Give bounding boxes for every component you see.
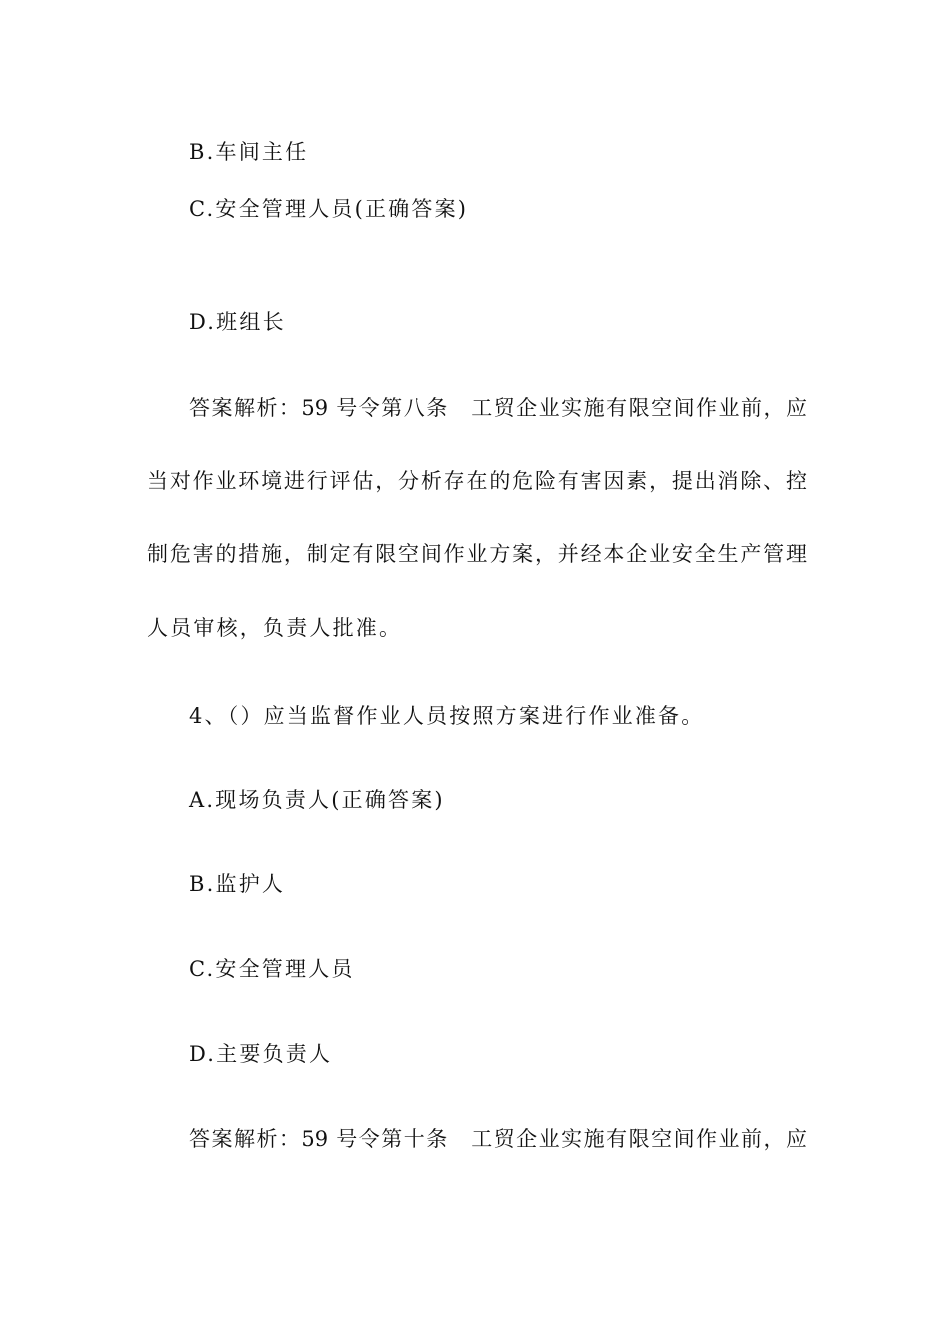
q4-question: 4、（）应当监督作业人员按照方案进行作业准备。 [189,704,705,728]
q3-analysis-line-4: 人员审核，负责人批准。 [147,616,403,640]
q3-option-d: D.班组长 [189,310,286,334]
q3-analysis-line-2: 当对作业环境进行评估，分析存在的危险有害因素，提出消除、控 [147,469,807,493]
q4-option-b: B.监护人 [189,872,286,896]
q3-option-b: B.车间主任 [189,140,309,164]
q3-analysis-line-1: 答案解析：59 号令第八条 工贸企业实施有限空间作业前，应 [189,396,807,420]
q4-option-d: D.主要负责人 [189,1042,333,1066]
q3-option-c: C.安全管理人员(正确答案) [189,197,469,221]
q4-option-c: C.安全管理人员 [189,957,355,981]
q4-option-a: A.现场负责人(正确答案) [189,788,445,812]
q4-analysis-line-1: 答案解析：59 号令第十条 工贸企业实施有限空间作业前，应 [189,1127,807,1151]
q3-analysis-line-3: 制危害的措施，制定有限空间作业方案，并经本企业安全生产管理 [147,542,807,566]
